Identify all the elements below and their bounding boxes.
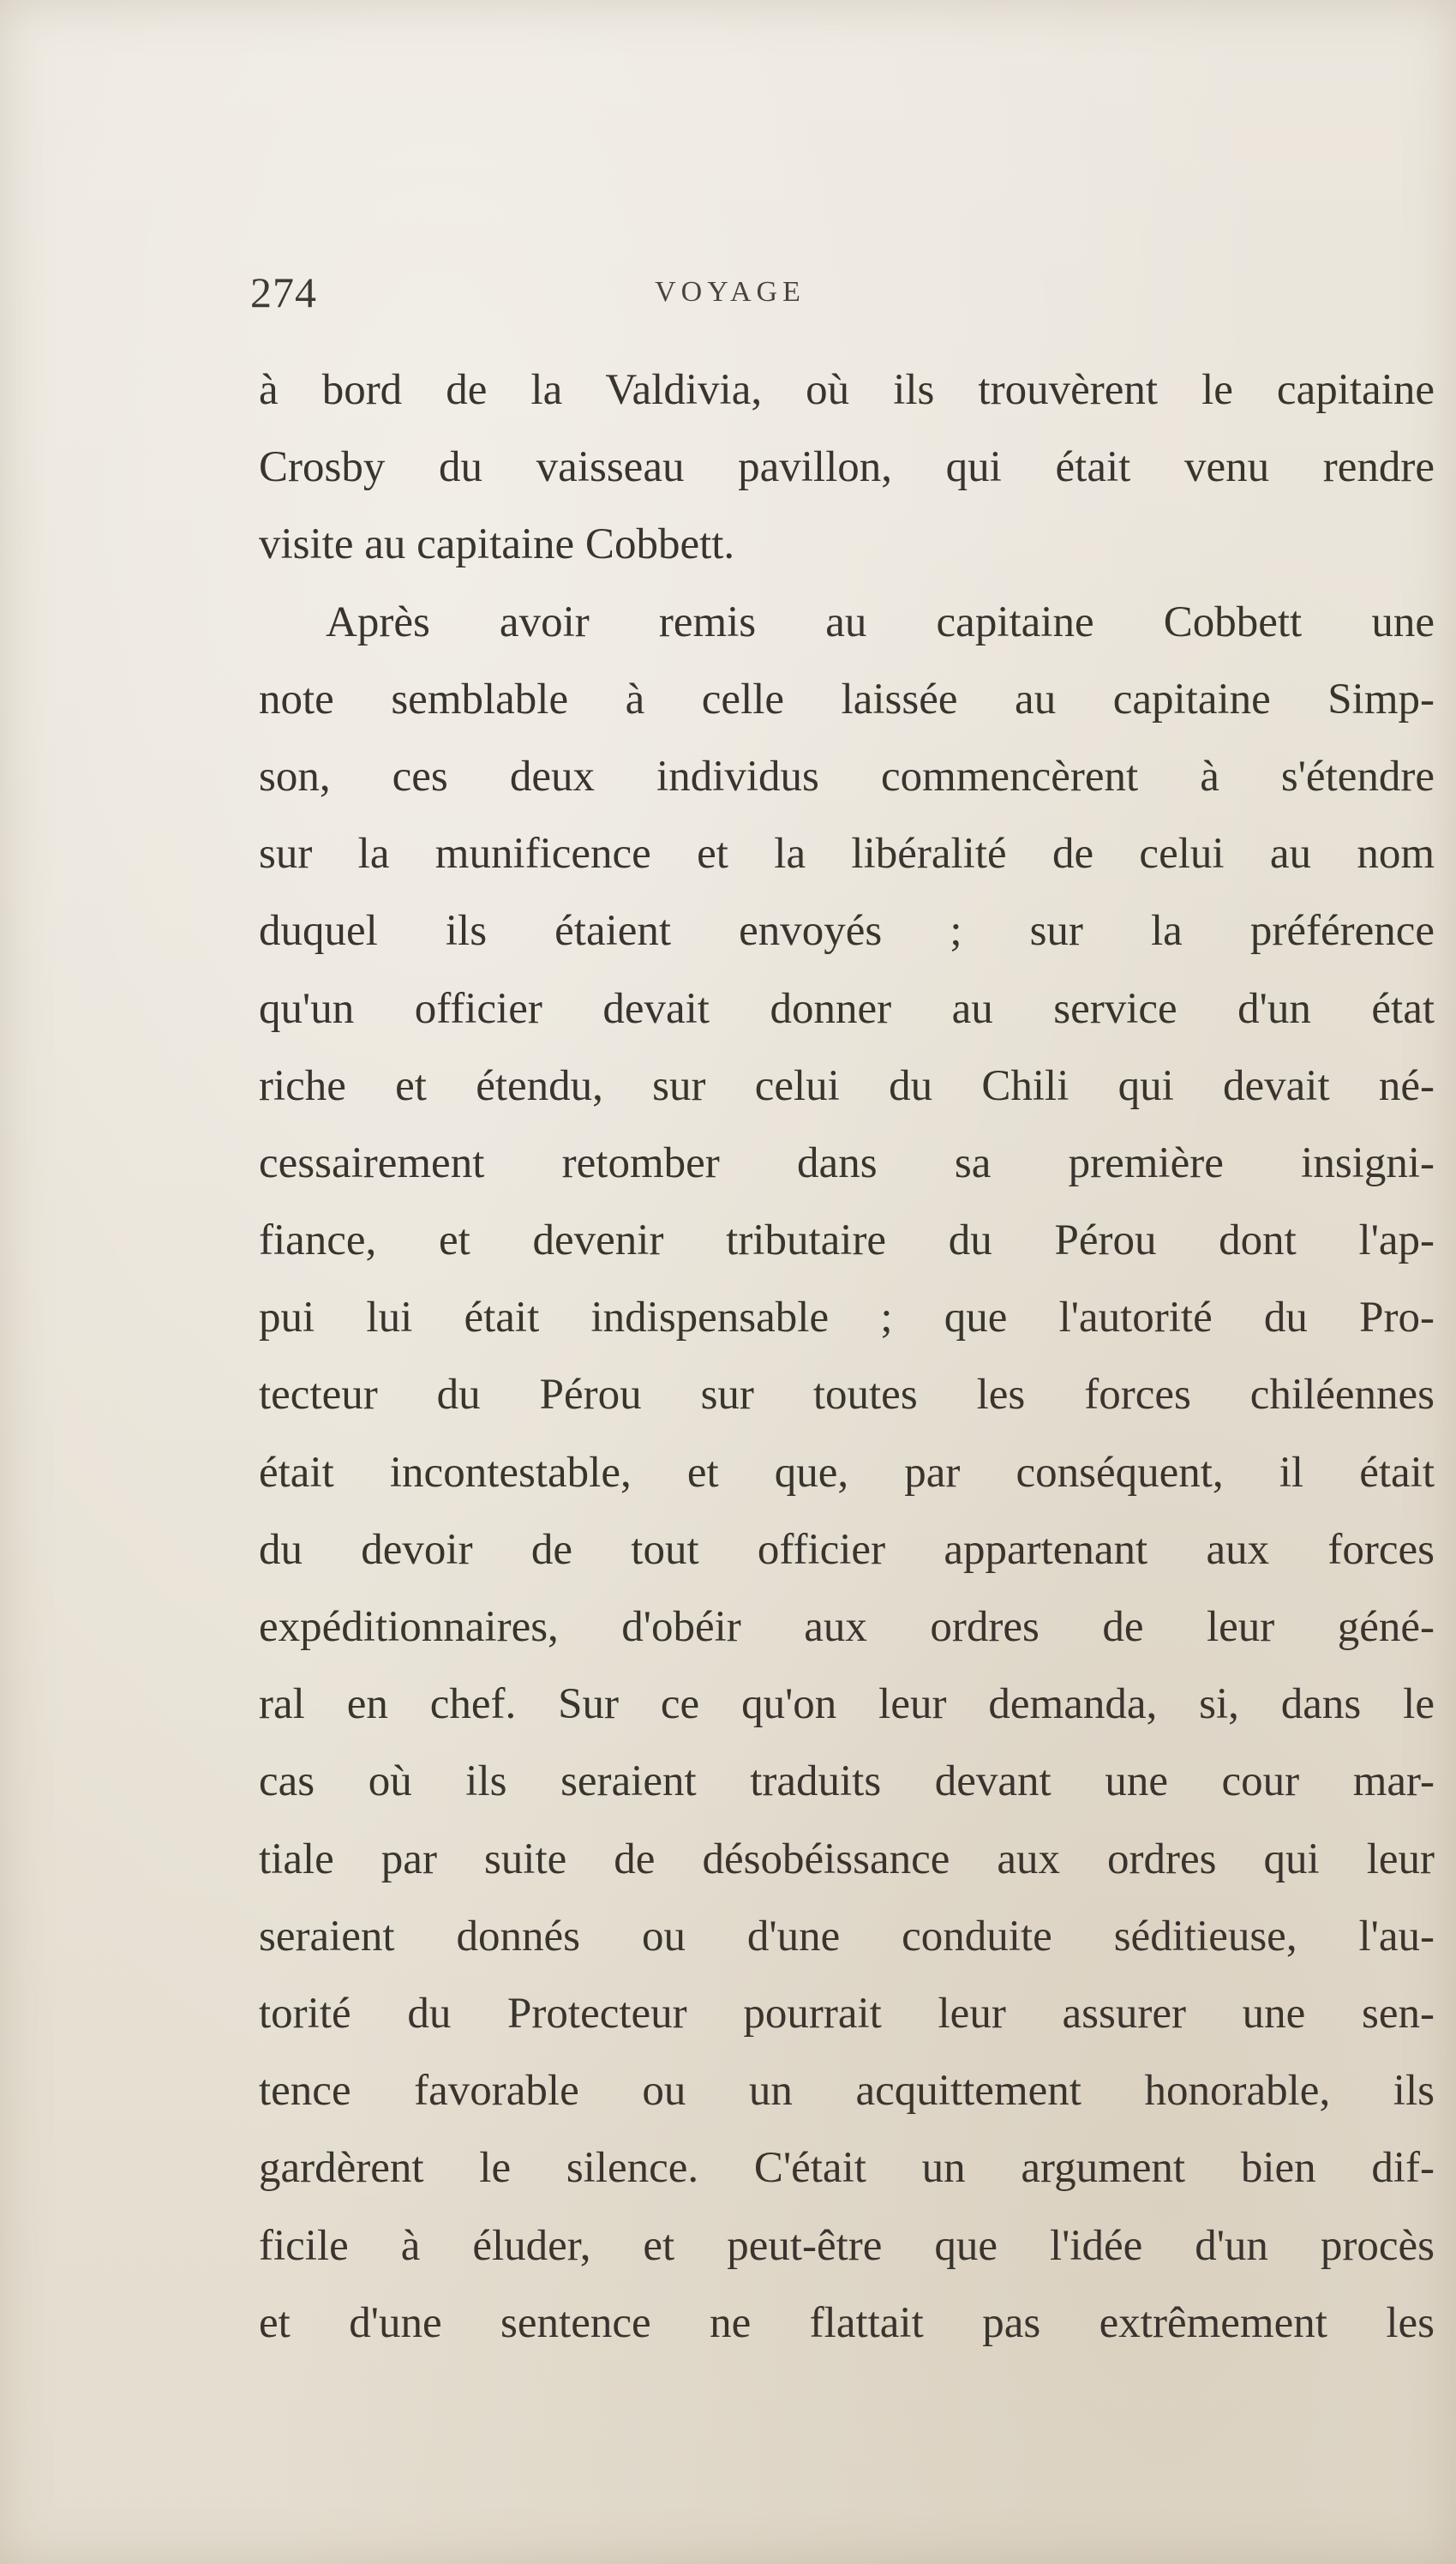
text-line: ficile à éluder, et peut-être que l'idée d'un procès	[259, 2221, 1435, 2270]
text-line: ral en chef. Sur ce qu'on leur demanda, si, dans le	[259, 1680, 1435, 1729]
text-line: seraient donnés ou d'une conduite séditieuse, l'au-	[259, 1912, 1435, 1961]
text-line: riche et étendu, sur celui du Chili qui devait né-	[259, 1061, 1435, 1110]
text-line: et d'une sentence ne flattait pas extrêmement les	[259, 2298, 1435, 2347]
text-line: gardèrent le silence. C'était un argument bien dif-	[259, 2144, 1435, 2193]
text-line: du devoir de tout officier appartenant aux forces	[259, 1525, 1435, 1574]
text-line: tiale par suite de désobéissance aux ordres qui leur	[259, 1834, 1435, 1883]
text-line: qu'un officier devait donner au service d'un état	[259, 984, 1435, 1033]
text-line: fiance, et devenir tributaire du Pérou dont l'ap-	[259, 1216, 1435, 1265]
page-number: 274	[250, 268, 317, 316]
text-line: pui lui était indispensable ; que l'autorité du Pro-	[259, 1294, 1435, 1342]
text-line: cessairement retomber dans sa première insigni-	[259, 1138, 1435, 1187]
page-header	[250, 267, 1433, 319]
text-line: son, ces deux individus commencèrent à s'étendre	[259, 752, 1435, 801]
text-line: expéditionnaires, d'obéir aux ordres de leur géné-	[259, 1603, 1435, 1651]
text-line: Crosby du vaisseau pavillon, qui était venu rendre	[259, 443, 1435, 492]
text-line: torité du Protecteur pourrait leur assurer une sen-	[259, 1989, 1435, 2038]
text-line: duquel ils étaient envoyés ; sur la préférence	[259, 907, 1435, 956]
text-line: cas où ils seraient traduits devant une cour mar-	[259, 1757, 1435, 1806]
text-line: était incontestable, et que, par conséquent, il était	[259, 1448, 1435, 1497]
text-line: Après avoir remis au capitaine Cobbett une	[326, 597, 1435, 646]
running-head: VOYAGE	[655, 276, 806, 308]
text-line: à bord de la Valdivia, où ils trouvèrent le capitaine	[259, 366, 1435, 414]
text-line: note semblable à celle laissée au capitaine Simp-	[259, 675, 1435, 724]
text-line: sur la munificence et la libéralité de celui au nom	[259, 830, 1435, 879]
body-text	[259, 351, 1435, 2362]
text-line: visite au capitaine Cobbett.	[259, 520, 735, 569]
text-line: tence favorable ou un acquittement honorable, ils	[259, 2067, 1435, 2116]
text-line: tecteur du Pérou sur toutes les forces chiléennes	[259, 1371, 1435, 1420]
